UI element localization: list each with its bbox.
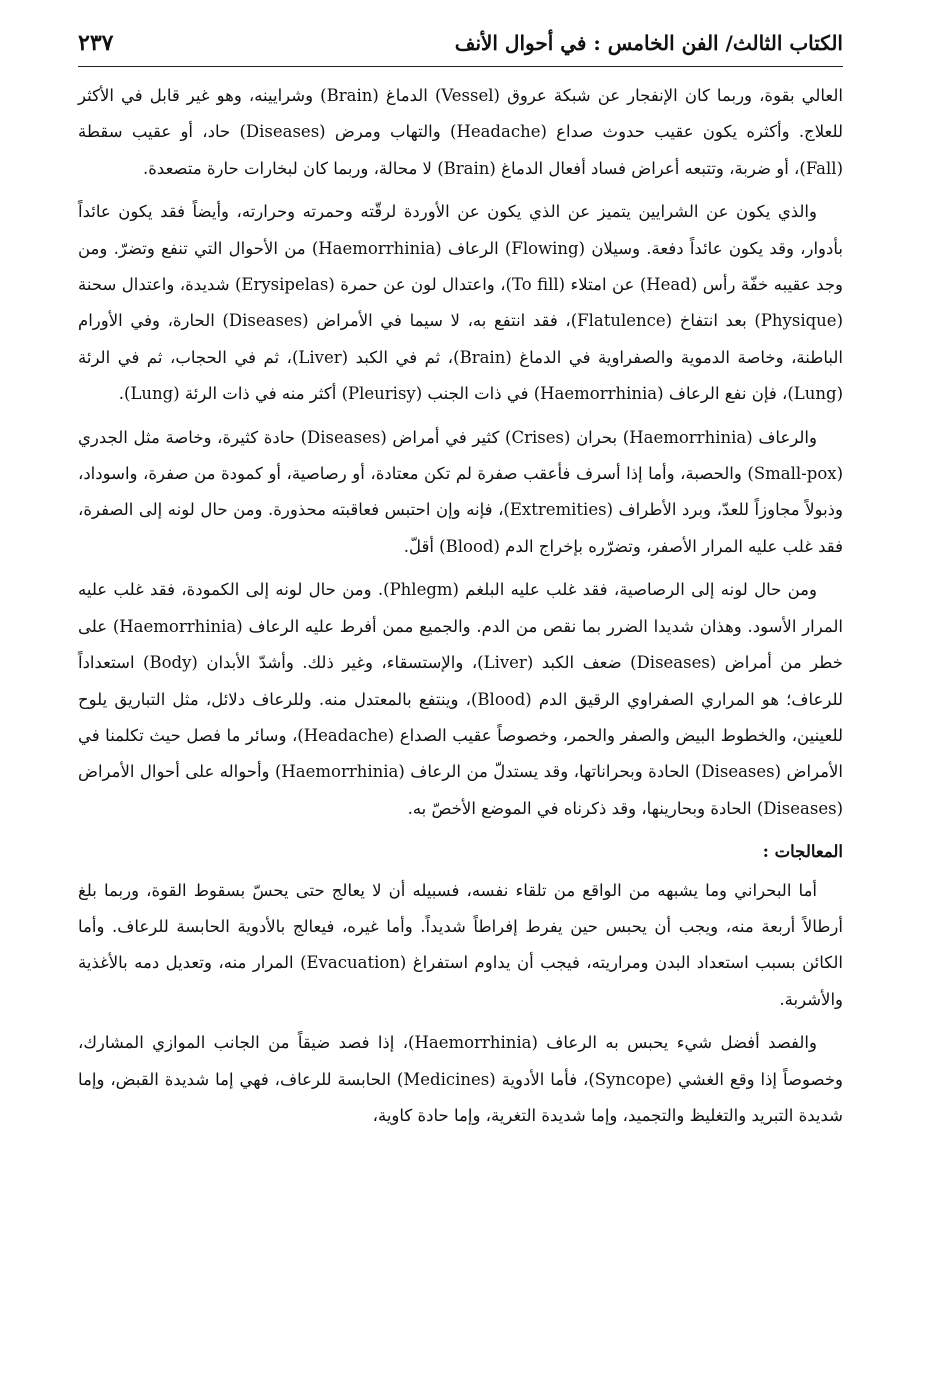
section-heading: المعالجات : — [762, 842, 843, 862]
paragraph: والذي يكون عن الشرايين يتميز عن الذي يكون عن الأوردة لرقّته وحمرته وحرارته، وأيضاً فقد يكون عائداً بأدوار، وقد يكون عائداً دفعة. وسيلان (Flowing) الرعاف (Haemorrhinia) من الأحوال التي تنفع وتضرّ. ومن وجد عقيبه خفّة رأس (Head) عن امتلاء (To fill)، واعتدال لون عن حمرة (Erysipelas) شديدة، واعتدال سحنة (Physique) بعد انتفاخ (Flatulence)، فقد انتفع به، لا سيما في الأمراض (Diseases) الحارة، وفي الأورام الباطنة، وخاصة الدموية والصفراوية في الدماغ (Brain)، ثم في الكبد (Liver)، ثم في الحجاب، ثم في الرئة (Lung)، فإن نفع الرعاف (Haemorrhinia) في ذات الجنب (Pleurisy) أكثر منه في ذات الرئة (Lung). — [78, 202, 843, 404]
paragraph: أما البحراني وما يشبهه من الواقع من تلقاء نفسه، فسبيله أن لا يعالج حتى يحسّ بسقوط القوة، وربما بلغ أرطالاً أربعة منه، ويجب أن يحبس حين يفرط إفراطاً شديداً. وأما غيره، فيعالج بالأدوية الحابسة للرعاف. وأما الكائن بسبب استعداد البدن ومراريته، فيجب أن يداوم استفراغ (Evacuation) المرار منه، وتعديل دمه بالأغذية والأشربة. — [78, 880, 843, 1009]
page-body — [78, 78, 843, 1141]
paragraph: ومن حال لونه إلى الرصاصية، فقد غلب عليه البلغم (Phlegm). ومن حال لونه إلى الكمودة، فقد غلب عليه المرار الأسود. وهذان شديدا الضرر بما نقص من الدم. والجميع ممن أفرط عليه الرعاف (Haemorrhinia) على خطر من أمراض (Diseases) ضعف الكبد (Liver)، والإستسقاء، وغير ذلك. وأشدّ الأبدان (Body) استعداداً للرعاف؛ هو المراري الصفراوي الرقيق الدم (Blood)، وينتفع بالمعتدل منه. وللرعاف دلائل، مثل التباريق يلوح للعينين، والخطوط البيض والصفر والحمر، وخصوصاً عقيب الصداع (Headache)، وسائر ما فصل حيث تكلمنا في الأمراض (Diseases) الحادة وبحراناتها، وقد يستدلّ من الرعاف (Haemorrhinia) وأحواله على أحوال الأمراض (Diseases) الحادة وبحارينها، وقد ذكرناه في الموضع الأخصّ به. — [78, 580, 844, 818]
page-number: ٢٣٧ — [78, 30, 114, 56]
paragraph: والفصد أفضل شيء يحبس به الرعاف (Haemorrhinia)، إذا فصد ضيقاً من الجانب الموازي المشارك، وخصوصاً إذا وقع الغشي (Syncope)، فأما الأدوية (Medicines) الحابسة للرعاف، فهي إما شديدة القبض، وإما شديدة التبريد والتغليظ والتجميد، وإما شديدة التغرية، وإما حادة كاوية، — [78, 1033, 843, 1125]
running-title: الكتاب الثالث/ الفن الخامس : في أحوال الأنف — [454, 31, 843, 55]
paragraph: العالي بقوة، وربما كان الإنفجار عن شبكة عروق (Vessel) الدماغ (Brain) وشرايينه، وهو غير قابل في الأكثر للعلاج. وأكثره يكون عقيب حدوث صداع (Headache) والتهاب ومرض (Diseases) حاد، أو عقيب سقطة (Fall)، أو ضربة، وتتبعه أعراض فساد أفعال الدماغ (Brain) لا محالة، وربما كان لبخارات حارة متصعدة. — [78, 86, 844, 178]
page-header — [78, 26, 843, 67]
paragraph: والرعاف (Haemorrhinia) بحران (Crises) كثير في أمراض (Diseases) حادة كثيرة، وخاصة مثل الجدري (Small-pox) والحصبة، وأما إذا أسرف فأعقب صفرة لم تكن معتادة، أو رصاصية، أو كمودة من صفرة، واسوداد، وذبولاً مجاوزاً للعدّ، وبرد الأطراف (Extremities)، فإنه وإن احتبس فعاقبته محذورة. ومن حال لونه إلى الصفرة، فقد غلب عليه المرار الأصفر، وتضرّره بإخراج الدم (Blood) أقلّ. — [78, 427, 843, 556]
